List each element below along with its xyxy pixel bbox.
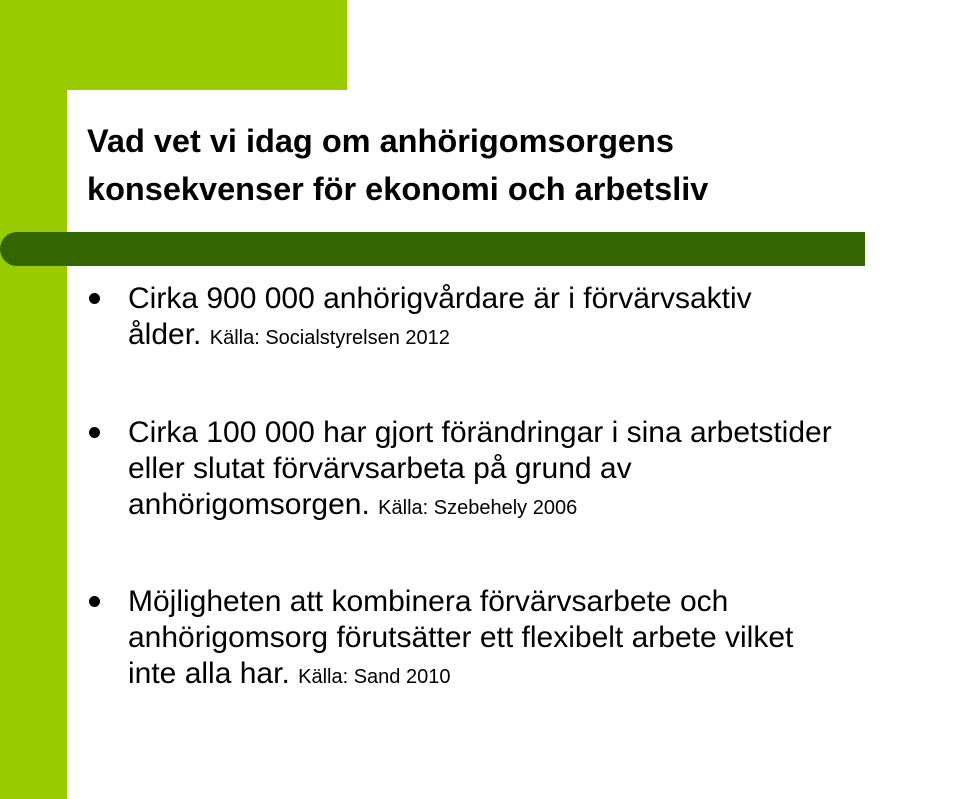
bullet-text-line: Möjligheten att kombinera förvärvsarbete och	[128, 585, 729, 618]
source-citation: Källa: Szebehely 2006	[378, 497, 578, 519]
bullet-dot-icon	[89, 596, 100, 607]
bullet-text-line-with-source	[128, 317, 958, 356]
bullet-text-line-with-source	[128, 656, 958, 695]
bullet-dot-icon	[89, 427, 100, 438]
bullet-dot-icon	[89, 293, 100, 304]
bullet-text: inte alla har.	[128, 657, 290, 690]
bullet-text-line-with-source	[128, 487, 958, 526]
bullet-text-line: eller slutat förvärvsarbeta på grund av	[128, 452, 632, 485]
bullet-item	[128, 415, 958, 526]
bullet-item	[128, 584, 958, 695]
bullet-text: anhörigomsorgen.	[128, 488, 370, 521]
bullet-item	[128, 281, 958, 356]
slide-title-line-1: Vad vet vi idag om anhörigomsorgens	[87, 123, 674, 159]
slide-title-line-2: konsekvenser för ekonomi och arbetsliv	[87, 171, 709, 207]
bullet-text-line: Cirka 100 000 har gjort förändringar i sina arbetstider	[128, 416, 832, 449]
source-citation: Källa: Sand 2010	[298, 666, 451, 688]
bullet-text-line: Cirka 900 000 anhörigvårdare är i förvärvsaktiv	[128, 282, 752, 315]
bullet-text: ålder.	[128, 318, 202, 351]
source-citation: Källa: Socialstyrelsen 2012	[209, 327, 450, 349]
bullet-text-line: anhörigomsorg förutsätter ett flexibelt arbete vilket	[128, 621, 794, 654]
